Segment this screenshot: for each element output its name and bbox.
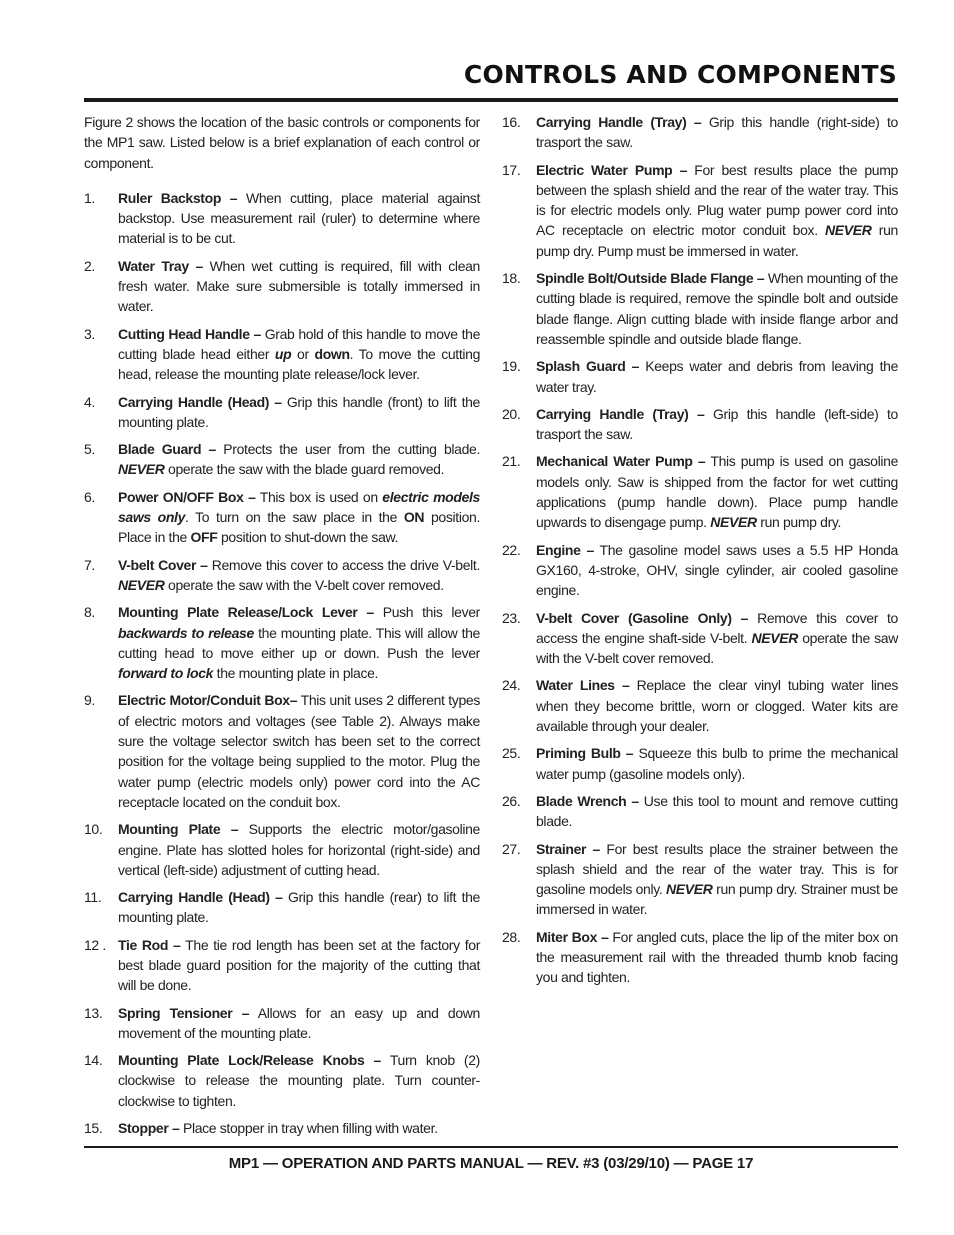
list-item xyxy=(84,887,480,928)
item-text: run pump dry. Strainer must be immersed in water. xyxy=(536,881,898,918)
item-text: When wet cutting is required, fill with clean fresh water. Make sure submersible is totally immersed in water. xyxy=(118,257,480,315)
item-text: Place stopper in tray when filling with water. xyxy=(179,1120,438,1137)
list-item xyxy=(84,1003,480,1044)
item-label: Electric Water Pump – xyxy=(536,161,688,178)
item-label: Carrying Handle (Tray) – xyxy=(536,114,702,130)
item-text: Allows for an easy up and down movement of the mounting plate. xyxy=(118,1004,480,1041)
item-text: the mounting plate in place. xyxy=(213,665,379,682)
item-description xyxy=(118,439,480,480)
item-text: . To move the cutting head, release the mounting plate release/lock lever. xyxy=(118,345,481,383)
list-item xyxy=(502,927,898,988)
list-item xyxy=(502,451,898,532)
item-number: 28. xyxy=(502,928,521,945)
item-label: Spring Tensioner – xyxy=(118,1004,250,1021)
list-item xyxy=(502,356,898,397)
emphasis-text: up xyxy=(274,345,292,362)
item-text: Squeeze this bulb to prime the mechanical water pump (gasoline models only). xyxy=(536,745,898,782)
item-description xyxy=(536,608,898,669)
item-text: Turn knob (2) clockwise to release the mounting plate. Turn counter-clockwise to tighten. xyxy=(118,1052,480,1109)
item-text: operate the saw with the V-belt cover removed. xyxy=(164,576,444,593)
item-description xyxy=(118,690,480,812)
list-item xyxy=(502,404,898,445)
item-label: Mounting Plate – xyxy=(118,821,239,838)
item-number: 9. xyxy=(84,692,95,709)
list-item xyxy=(502,540,898,601)
item-number: 15. xyxy=(84,1120,103,1137)
item-label: Cutting Head Handle – xyxy=(118,325,261,342)
list-item xyxy=(84,188,480,249)
list-item xyxy=(84,690,480,812)
item-description xyxy=(118,188,480,249)
item-label: Water Tray – xyxy=(118,257,203,274)
item-text: Keeps water and debris from leaving the water tray. xyxy=(536,358,899,395)
list-item xyxy=(84,256,480,317)
list-item xyxy=(502,112,898,153)
item-number: 11. xyxy=(84,889,102,906)
item-description xyxy=(536,356,898,397)
list-item xyxy=(502,839,898,920)
item-text: For angled cuts, place the lip of the miter box on the measurement rail with the threaded thumb knob facing you and tighten. xyxy=(536,928,898,986)
item-text: Grip this handle (right-side) to trasport the saw. xyxy=(536,114,898,151)
item-text: position. Place in the xyxy=(118,509,480,546)
item-description xyxy=(536,927,898,988)
item-number: 21. xyxy=(502,453,521,470)
item-number: 17. xyxy=(502,161,521,178)
item-description xyxy=(536,540,898,601)
list-item xyxy=(84,487,480,548)
list-item xyxy=(84,324,480,385)
item-text: Grab hold of this handle to move the cutting blade head either xyxy=(118,325,481,362)
footer-rule xyxy=(84,1146,898,1148)
list-item xyxy=(502,791,898,832)
item-number: 25. xyxy=(502,745,521,762)
item-label: V-belt Cover (Gasoline Only) – xyxy=(536,609,749,626)
item-number: 3. xyxy=(84,325,95,342)
bold-text: down xyxy=(314,345,350,362)
item-number: 12 . xyxy=(84,936,106,953)
item-text: operate the saw with the V-belt cover removed. xyxy=(536,629,898,667)
item-number: 13. xyxy=(84,1004,103,1021)
item-text: The gasoline model saws uses a 5.5 HP Honda GX160, 4-stroke, OHV, single cylinder, air cooled gasoline engine. xyxy=(536,541,898,599)
right-column xyxy=(502,112,898,995)
item-text: For best results place the pump between the splash shield and the rear of the water tray. This is for electric models only. Plug water pump power cord into AC receptacle on electric motor conduit box. xyxy=(536,161,898,239)
item-label: Spindle Bolt/Outside Blade Flange – xyxy=(536,270,765,287)
item-number: 23. xyxy=(502,609,521,626)
item-text: This box is used on xyxy=(255,488,383,505)
item-description xyxy=(536,451,898,532)
item-text: Use this tool to mount and remove cutting blade. xyxy=(536,792,898,830)
item-description xyxy=(536,791,898,832)
item-text: When mounting of the cutting blade is required, remove the spindle bolt and outside blade flange. Align cutting blade with inside flange arbor and reassemble spindle and outside blade flange. xyxy=(536,270,898,347)
header-rule xyxy=(84,98,898,102)
item-description xyxy=(118,1003,480,1044)
item-text: Grip this handle (rear) to lift the mounting plate. xyxy=(118,889,480,926)
emphasis-text: NEVER xyxy=(825,222,872,239)
emphasis-text: electric models saws only xyxy=(118,488,480,526)
left-column xyxy=(84,112,480,1145)
item-description xyxy=(536,160,898,261)
list-item xyxy=(84,1050,480,1111)
item-text: Protects the user from the cutting blade. xyxy=(215,441,480,458)
item-description xyxy=(118,555,480,596)
emphasis-text: forward to lock xyxy=(118,665,214,682)
item-text: Remove this cover to access the engine shaft-side V-belt. xyxy=(536,609,898,646)
item-label: Mounting Plate Release/Lock Lever – xyxy=(118,604,374,621)
item-description xyxy=(118,324,480,385)
item-number: 6. xyxy=(84,488,95,505)
item-description xyxy=(536,839,898,920)
list-item xyxy=(502,675,898,736)
component-list-right xyxy=(502,112,898,988)
item-text: operate the saw with the blade guard removed. xyxy=(164,461,445,478)
item-text: Push this lever xyxy=(373,604,480,621)
bold-text: OFF xyxy=(190,529,218,546)
item-label: V-belt Cover – xyxy=(118,556,208,573)
item-description xyxy=(118,819,480,880)
item-number: 4. xyxy=(84,393,95,410)
emphasis-text: NEVER xyxy=(710,514,757,531)
item-number: 1. xyxy=(84,189,95,206)
list-item xyxy=(502,268,898,349)
item-label: Electric Motor/Conduit Box– xyxy=(118,692,298,709)
emphasis-text: NEVER xyxy=(118,461,165,478)
item-label: Strainer – xyxy=(536,840,600,857)
item-number: 22. xyxy=(502,541,521,558)
item-description xyxy=(536,675,898,736)
item-description xyxy=(118,1050,480,1111)
item-label: Miter Box – xyxy=(536,928,609,945)
list-item xyxy=(84,602,480,683)
list-item xyxy=(84,935,480,996)
list-item xyxy=(502,160,898,261)
item-description xyxy=(536,268,898,349)
item-description xyxy=(536,112,898,153)
item-number: 19. xyxy=(502,358,521,375)
item-text: Replace the clear vinyl tubing water lines when they become brittle, worn or clogged. Water kits are available through your dealer. xyxy=(536,677,898,735)
emphasis-text: NEVER xyxy=(751,629,798,646)
item-text: . To turn on the saw place in the xyxy=(185,509,404,526)
item-text: or xyxy=(291,345,315,362)
item-label: Blade Wrench – xyxy=(536,792,639,809)
item-description xyxy=(536,743,898,784)
item-text: This pump is used on gasoline models only. Saw is shipped from the factor for wet cutting applications (pump handle down). Place pump handle upwards to disengage pump. xyxy=(536,453,899,531)
item-label: Water Lines – xyxy=(536,677,630,694)
list-item xyxy=(502,608,898,669)
list-item xyxy=(84,1118,480,1138)
intro-paragraph: Figure 2 shows the location of the basic controls or components for the MP1 saw. Listed below is a brief explanation of each control or component. xyxy=(84,114,480,171)
item-description xyxy=(118,935,480,996)
list-item xyxy=(84,439,480,480)
item-text: Supports the electric motor/gasoline engine. Plate has slotted holes for horizontal (right-side) and vertical (left-side) adjustment of cutting head. xyxy=(118,821,480,878)
item-number: 14. xyxy=(84,1052,103,1069)
page-footer: MP1 — OPERATION AND PARTS MANUAL — REV. #3 (03/29/10) — PAGE 17 xyxy=(228,1155,754,1172)
item-number: 18. xyxy=(502,270,521,287)
item-text: The tie rod length has been set at the factory for best blade guard position for the majority of the cutting that will be done. xyxy=(118,936,481,994)
item-label: Stopper – xyxy=(118,1120,180,1137)
item-label: Mechanical Water Pump – xyxy=(536,453,706,470)
item-number: 8. xyxy=(84,604,95,621)
item-description xyxy=(118,1118,480,1138)
item-description xyxy=(118,392,480,433)
item-text: This unit uses 2 different types of electric motors and voltages (see Table 2). Always make sure the voltage selector switch has been set to the correct position for the voltage being supplied to the motor. Plug the water pump (electric models only) power cord into the AC receptacle located on the conduit box. xyxy=(118,692,480,810)
item-label: Ruler Backstop – xyxy=(118,189,238,206)
item-number: 7. xyxy=(84,556,95,573)
item-label: Engine – xyxy=(536,541,594,558)
item-label: Power ON/OFF Box – xyxy=(118,488,256,505)
bold-text: ON xyxy=(403,509,425,526)
item-text: the mounting plate. This will allow the cutting head to move either up or down. Push the lever xyxy=(118,624,480,661)
page-title: CONTROLS AND COMPONENTS xyxy=(463,60,897,89)
item-description xyxy=(536,404,898,445)
emphasis-text: NEVER xyxy=(666,881,713,898)
item-description xyxy=(118,256,480,317)
item-number: 20. xyxy=(502,405,521,422)
item-text: Grip this handle (front) to lift the mounting plate. xyxy=(118,393,480,430)
item-number: 10. xyxy=(84,821,103,838)
item-number: 24. xyxy=(502,677,521,694)
component-list-left xyxy=(84,188,480,1138)
item-text: run pump dry. xyxy=(756,514,842,531)
item-text: When cutting, place material against backstop. Use measurement rail (ruler) to determine where material is to be cut. xyxy=(118,189,480,247)
item-number: 2. xyxy=(84,257,95,274)
item-text: run pump dry. Pump must be immersed in water. xyxy=(536,222,898,259)
item-description xyxy=(118,487,480,548)
item-label: Priming Bulb – xyxy=(536,745,634,762)
item-number: 16. xyxy=(502,114,521,130)
list-item xyxy=(84,555,480,596)
emphasis-text: backwards to release xyxy=(118,624,254,641)
item-label: Mounting Plate Lock/Release Knobs – xyxy=(118,1052,381,1069)
item-description xyxy=(118,602,480,683)
item-label: Carrying Handle (Head) – xyxy=(118,889,283,906)
item-number: 26. xyxy=(502,792,521,809)
item-text: Grip this handle (left-side) to trasport the saw. xyxy=(536,405,898,443)
item-number: 27. xyxy=(502,840,521,857)
item-number: 5. xyxy=(84,441,95,458)
item-description xyxy=(118,887,480,928)
emphasis-text: NEVER xyxy=(118,576,165,593)
item-text: For best results place the strainer between the splash shield and the rear of the water tray. This is for gasoline models only. xyxy=(536,840,898,898)
item-label: Blade Guard – xyxy=(118,441,216,458)
item-label: Carrying Handle (Head) – xyxy=(118,393,282,410)
list-item xyxy=(84,392,480,433)
item-text: position to shut-down the saw. xyxy=(217,529,399,546)
item-text: Remove this cover to access the drive V-belt. xyxy=(207,556,480,573)
item-label: Tie Rod – xyxy=(118,936,181,953)
list-item xyxy=(84,819,480,880)
item-label: Splash Guard – xyxy=(536,358,640,375)
item-label: Carrying Handle (Tray) – xyxy=(536,405,705,422)
list-item xyxy=(502,743,898,784)
